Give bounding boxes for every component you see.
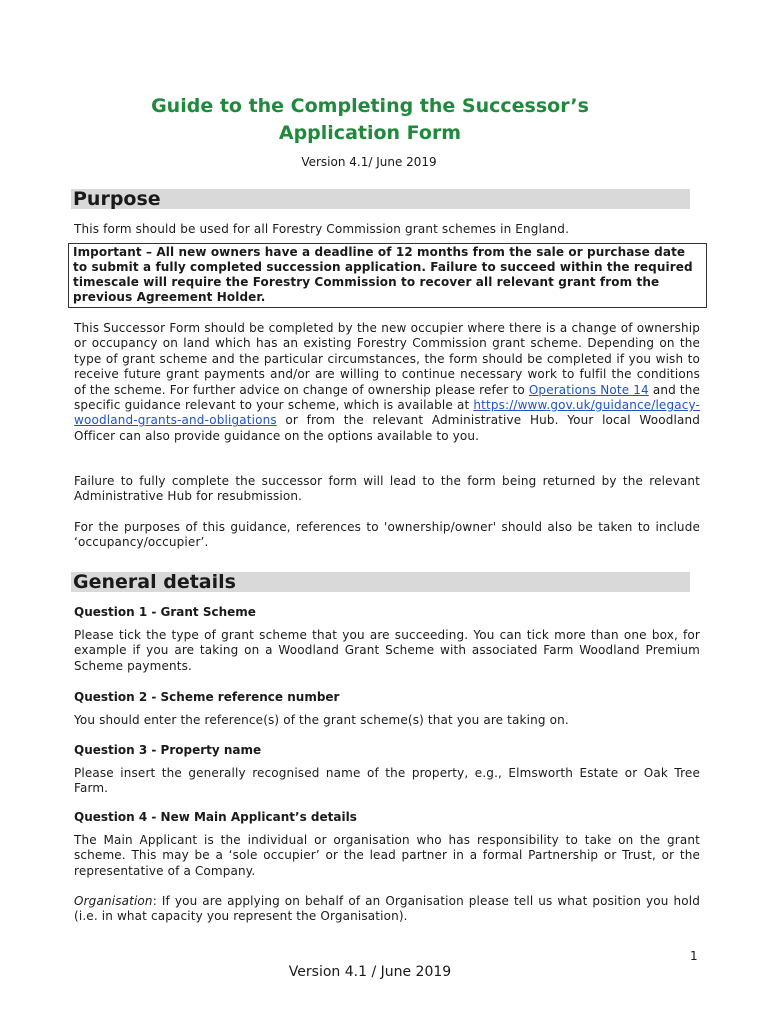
question-3-text: Please insert the generally recognised name of the property, e.g., Elmsworth Estate or Oak Tree Farm. [74,766,700,796]
footer-version: Version 4.1 / June 2019 [288,964,452,980]
question-4-organisation-note [74,894,700,925]
organisation-label: Organisation [74,894,153,908]
question-1-title: Question 1 - Grant Scheme [74,605,256,619]
general-details-heading: General details [71,572,690,592]
title-line-1: Guide to the Completing the Successor’s [151,95,589,117]
page-title [0,93,740,147]
purpose-paragraph-1 [74,321,700,444]
purpose-heading: Purpose [71,189,690,209]
question-4-text: The Main Applicant is the individual or organisation who has responsibility to take on the grant scheme. This may be a ‘sole occupier’ or the lead partner in a formal Partnership or Trust, or the representative of a Company. [74,833,700,878]
purpose-paragraph-3: For the purposes of this guidance, references to 'ownership/owner' should also be taken to include ‘occupancy/occupier’. [74,520,700,550]
question-2-title: Question 2 - Scheme reference number [74,690,340,704]
para1-text-a: This Successor Form should be completed by the new occupier where there is a change of ownership or occupancy on land which has an existing Forestry Commission grant scheme. Depending on the type of grant scheme and the particular circumstances, the form should be completed if you wish to receive future grant payments and/or are willing to continue necessary work to fulfil the conditions of the scheme. For further advice on change of ownership please refer to [74,321,700,397]
question-2-text: You should enter the reference(s) of the grant scheme(s) that you are taking on. [74,713,569,727]
purpose-intro: This form should be used for all Forestry Commission grant schemes in England. [74,222,570,236]
organisation-text: : If you are applying on behalf of an Organisation please tell us what position you hold (i.e. in what capacity you represent the Organisation). [74,894,700,924]
question-1-text: Please tick the type of grant scheme that you are succeeding. You can tick more than one box, for example if you are taking on a Woodland Grant Scheme with associated Farm Woodland Premium Scheme payments. [74,628,700,673]
para1-text-b: and the specific guidance relevant to your scheme, which is available at [74,382,700,413]
operations-note-link[interactable]: Operations Note 14 [528,382,649,397]
version-label: Version 4.1/ June 2019 [301,155,437,169]
title-line-2: Application Form [278,122,462,144]
page-number: 1 [690,949,698,963]
question-4-title: Question 4 - New Main Applicant’s details [74,810,357,824]
guidance-link[interactable]: https://www.gov.uk/guidance/legacy-woodland-grants-and-obligations [74,398,700,428]
purpose-paragraph-2: Failure to fully complete the successor form will lead to the form being returned by the relevant Administrative Hub for resubmission. [74,474,700,504]
important-notice: Important – All new owners have a deadline of 12 months from the sale or purchase date to submit a fully completed succession application. Failure to succeed within the required timescale will require the Forestry Commission to recover all relevant grant from the previous Agreement Holder. [68,243,707,308]
para1-text-c: or from the relevant Administrative Hub. Your local Woodland Officer can also provide guidance on the options available to you. [74,413,700,443]
question-3-title: Question 3 - Property name [74,743,262,757]
